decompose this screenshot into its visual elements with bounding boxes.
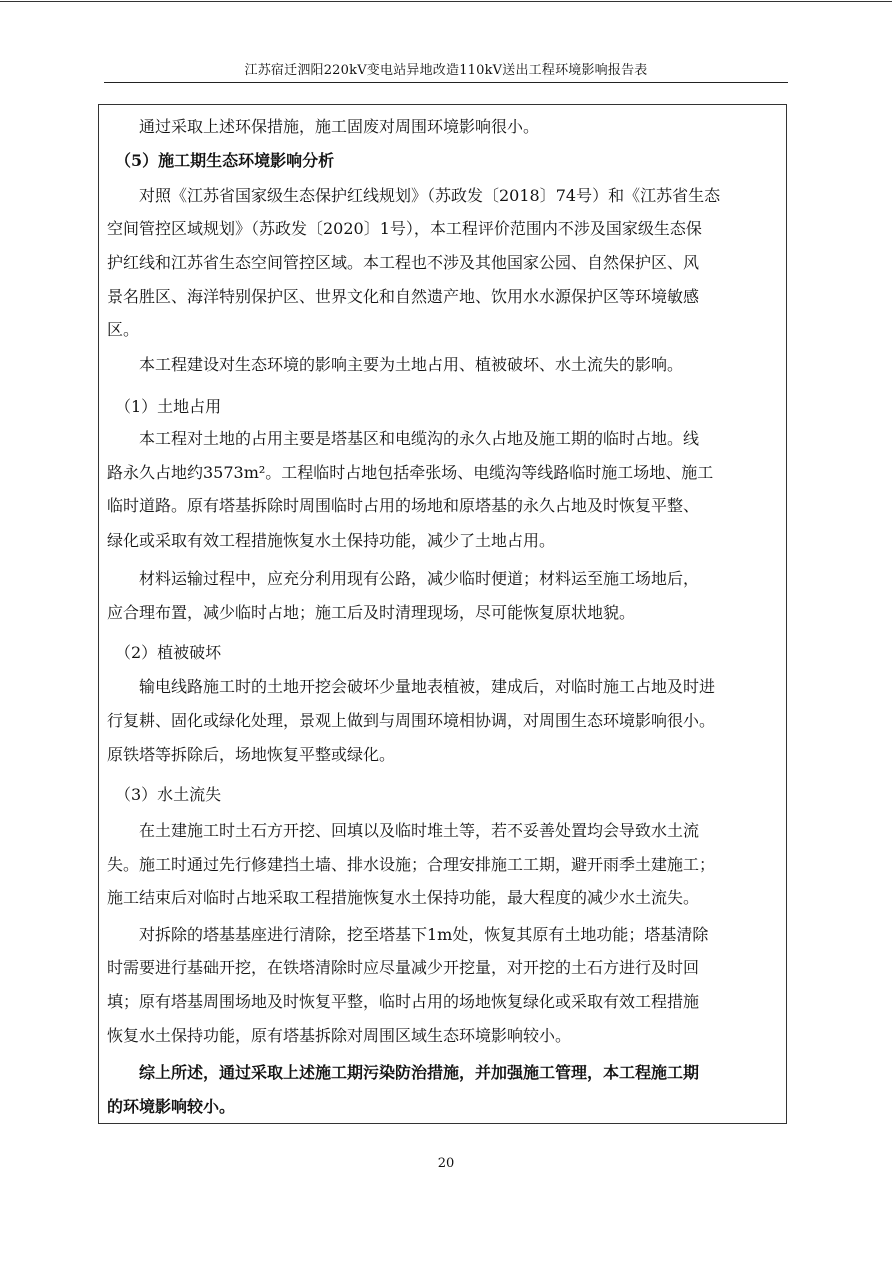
body-text-line: 绿化或采取有效工程措施恢复水土保持功能，减少了土地占用。 [107, 531, 556, 550]
header-rule [104, 82, 788, 83]
top-border-line [0, 1, 892, 2]
body-text-line: （3）水土流失 [107, 785, 222, 804]
body-text-line: 路永久占地约3573m²。工程临时占地包括牵张场、电缆沟等线路临时施工场地、施工 [107, 463, 714, 482]
section-heading-line: 综上所述，通过采取上述施工期污染防治措施，并加强施工管理，本工程施工期 [107, 1063, 700, 1082]
page-header-title: 江苏宿迁泗阳220kV变电站异地改造110kV送出工程环境影响报告表 [244, 63, 648, 78]
body-text-line: 施工结束后对临时占地采取工程措施恢复水土保持功能，最大程度的减少水土流失。 [107, 888, 700, 907]
content-table-cell [98, 104, 787, 1124]
body-text-line: 临时道路。原有塔基拆除时周围临时占用的场地和原塔基的永久占地及时恢复平整、 [107, 496, 700, 515]
body-text-line: 在土建施工时土石方开挖、回填以及临时堆土等，若不妥善处置均会导致水土流 [107, 821, 700, 840]
body-text-line: 原铁塔等拆除后，场地恢复平整或绿化。 [107, 745, 396, 764]
body-text-line: 恢复水土保持功能，原有塔基拆除对周围区域生态环境影响较小。 [107, 1026, 572, 1045]
body-text-line: 区。 [107, 320, 140, 339]
body-text-line: 空间管控区域规划》（苏政发〔2020〕1号），本工程评价范围内不涉及国家级生态保 [107, 219, 702, 238]
body-text-line: 对照《江苏省国家级生态保护红线规划》（苏政发〔2018〕74号）和《江苏省生态 [107, 186, 721, 205]
body-text-line: 对拆除的塔基基座进行清除，挖至塔基下1m处，恢复其原有土地功能；塔基清除 [107, 925, 709, 944]
body-text-line: 输电线路施工时的土地开挖会破坏少量地表植被，建成后，对临时施工占地及时进 [107, 677, 716, 696]
body-text-line: 本工程建设对生态环境的影响主要为土地占用、植被破坏、水土流失的影响。 [107, 355, 684, 374]
body-text-line: 景名胜区、海洋特别保护区、世界文化和自然遗产地、饮用水水源保护区等环境敏感 [107, 287, 700, 306]
body-text-line: 护红线和江苏省生态空间管控区域。本工程也不涉及其他国家公园、自然保护区、风 [107, 253, 700, 272]
section-heading-line: 的环境影响较小。 [107, 1097, 236, 1116]
body-text-line: （1）土地占用 [107, 397, 222, 416]
body-text-line: 通过采取上述环保措施，施工固废对周围环境影响很小。 [107, 117, 540, 136]
body-text-line: 应合理布置，减少临时占地；施工后及时清理现场，尽可能恢复原状地貌。 [107, 603, 636, 622]
body-text-line: 时需要进行基础开挖，在铁塔清除时应尽量减少开挖量，对开挖的土石方进行及时回 [107, 958, 700, 977]
body-text-line: 填；原有塔基周围场地及时恢复平整，临时占用的场地恢复绿化或采取有效工程措施 [107, 992, 700, 1011]
page-number: 20 [437, 1156, 455, 1171]
body-text-line: 本工程对土地的占用主要是塔基区和电缆沟的永久占地及施工期的临时占地。线 [107, 429, 700, 448]
body-text-line: （2）植被破坏 [107, 643, 222, 662]
section-heading-line: （5）施工期生态环境影响分析 [107, 151, 335, 170]
body-text-line: 材料运输过程中，应充分利用现有公路，减少临时便道；材料运至施工场地后， [107, 569, 700, 588]
body-text-line: 失。施工时通过先行修建挡土墙、排水设施；合理安排施工工期，避开雨季土建施工； [107, 855, 716, 874]
body-text-line: 行复耕、固化或绿化处理，景观上做到与周围环境相协调，对周围生态环境影响很小。 [107, 711, 716, 730]
